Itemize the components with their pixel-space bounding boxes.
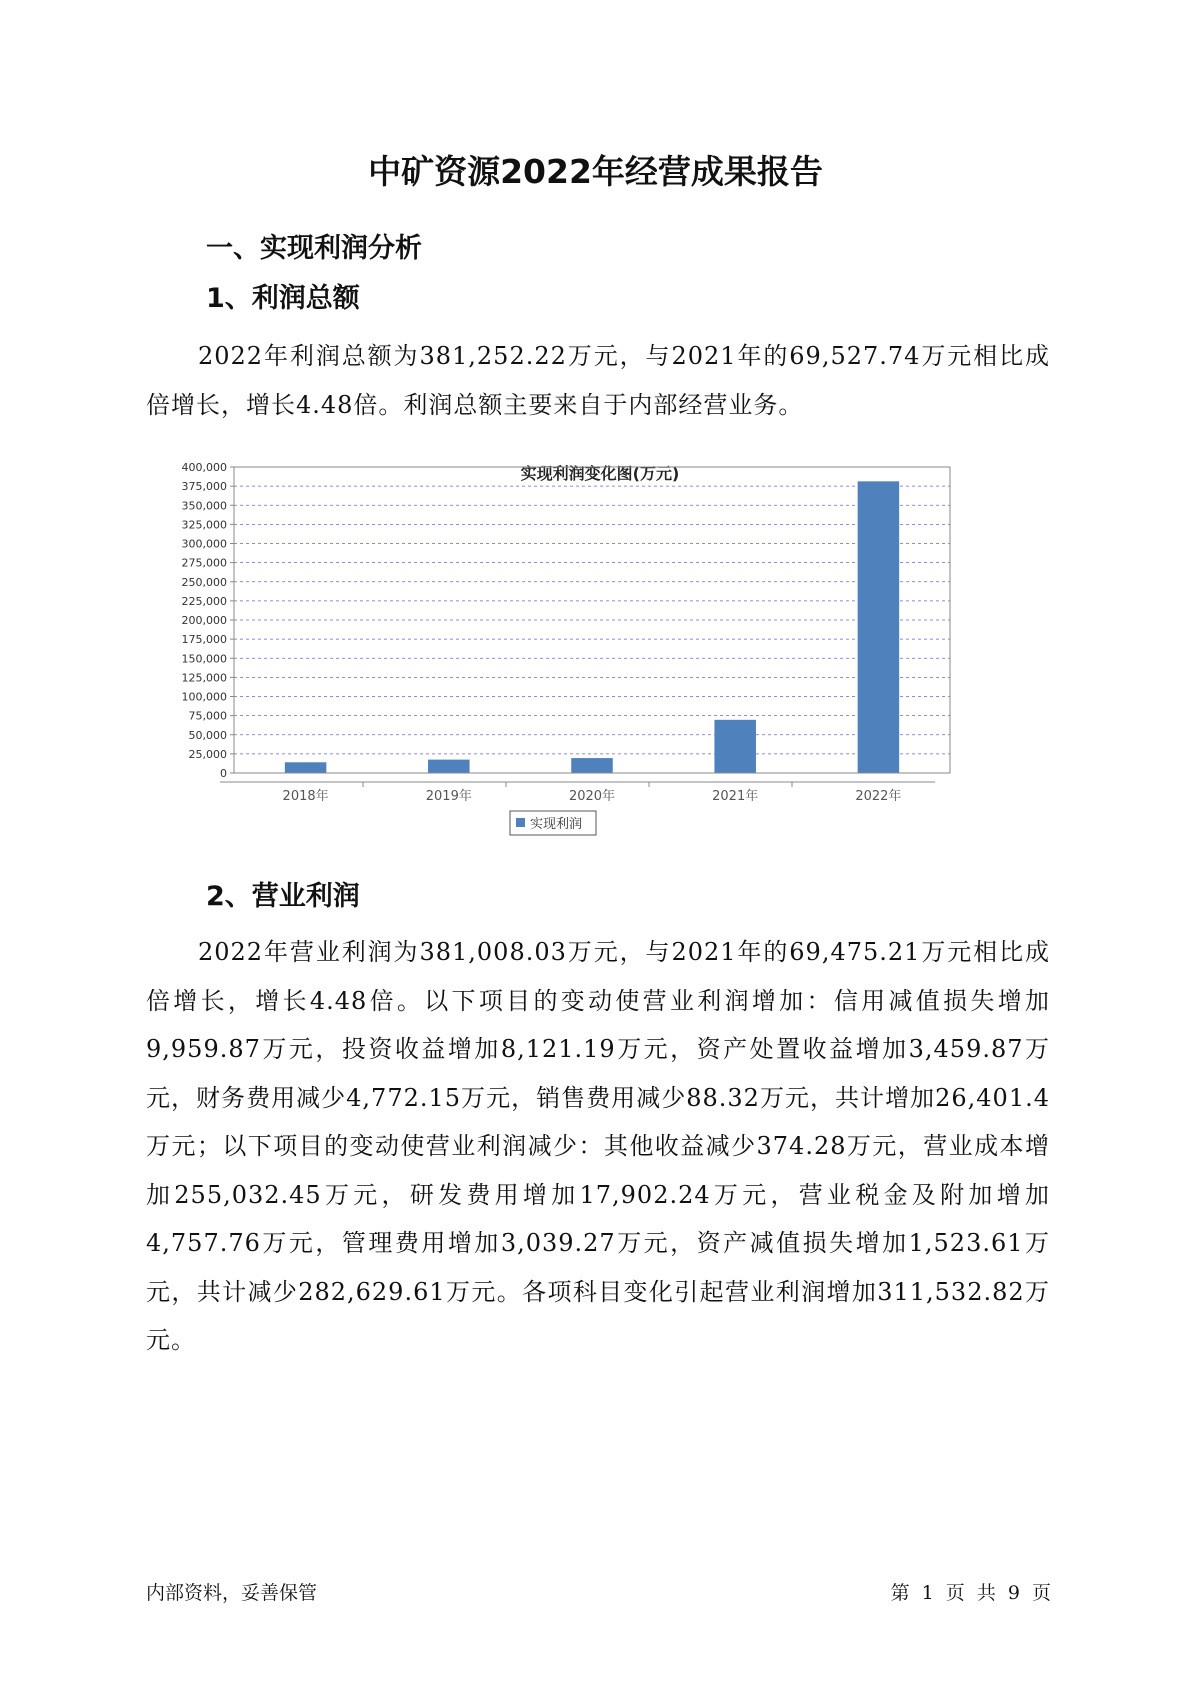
bar-2020年 — [571, 758, 613, 773]
bar-2021年 — [714, 720, 756, 773]
chart-y-axis — [182, 461, 235, 780]
chart-title: 实现利润变化图(万元) — [520, 464, 680, 483]
legend-label-实现利润: 实现利润 — [530, 817, 583, 832]
subsection-heading-profit-total: 1、利润总额 — [206, 283, 360, 314]
y-tick-label: 225,000 — [181, 594, 227, 608]
section-heading: 一、实现利润分析 — [206, 233, 422, 264]
chart-bars — [285, 481, 899, 773]
chart-x-axis — [283, 782, 902, 804]
y-tick-label: 0 — [220, 767, 227, 780]
y-tick-label: 350,000 — [181, 499, 227, 513]
y-tick-label: 50,000 — [188, 728, 227, 742]
chart-legend — [510, 811, 596, 835]
footer-confidential-note: 内部资料，妥善保管 — [146, 1582, 318, 1604]
y-tick-label: 175,000 — [181, 633, 227, 647]
paragraph-profit-total: 2022年利润总额为381,252.22万元，与2021年的69,527.74万元相比成倍增长，增长4.48倍。利润总额主要来自于内部经营业务。 — [146, 342, 1050, 419]
paragraph-operating-profit: 2022年营业利润为381,008.03万元，与2021年的69,475.21万元相比成倍增长，增长4.48倍。以下项目的变动使营业利润增加：信用减值损失增加9,959.87万元，投资收益增加8,121.19万元，资产处置收益增加3,459.87万元，财务费用减少4,772.15万元，销售费用减少88.32万元，共计增加26,401.4万元；以下项目的变动使营业利润减少：其他收益减少374.28万元，营业成本增加255,032.45万元，研发费用增加17,902.24万元，营业税金及附加增加4,757.76万元，管理费用增加3,039.27万元，资产减值损失增加1,523.61万元，共计减少282,629.61万元。各项科目变化引起营业利润增加311,532.82万元。 — [146, 938, 1050, 1354]
bar-2018年 — [285, 762, 327, 773]
x-tick-label: 2022年 — [855, 789, 902, 804]
bar-2019年 — [428, 760, 470, 773]
y-tick-label: 200,000 — [181, 614, 227, 627]
y-tick-label: 250,000 — [181, 575, 227, 589]
y-tick-label: 275,000 — [181, 556, 227, 570]
y-tick-label: 150,000 — [181, 652, 227, 666]
y-tick-label: 375,000 — [181, 480, 227, 494]
y-tick-label: 400,000 — [181, 461, 227, 474]
subsection-heading-operating-profit: 2、营业利润 — [206, 881, 360, 912]
chart-gridlines — [234, 486, 950, 754]
footer-page-number: 第 1 页 共 9 页 — [890, 1582, 1051, 1604]
profit-bar-chart — [150, 452, 1050, 912]
x-tick-label: 2019年 — [425, 789, 472, 804]
y-tick-label: 325,000 — [181, 518, 227, 532]
x-tick-label: 2020年 — [568, 789, 616, 804]
x-tick-label: 2021年 — [712, 789, 759, 804]
legend-swatch — [516, 818, 525, 827]
page-title: 中矿资源2022年经营成果报告 — [368, 152, 823, 191]
y-tick-label: 25,000 — [188, 747, 227, 761]
bar-2022年 — [858, 481, 900, 773]
y-tick-label: 75,000 — [188, 709, 227, 723]
y-tick-label: 125,000 — [181, 671, 227, 685]
x-tick-label: 2018年 — [282, 789, 329, 804]
y-tick-label: 300,000 — [181, 537, 227, 551]
y-tick-label: 100,000 — [181, 690, 227, 704]
